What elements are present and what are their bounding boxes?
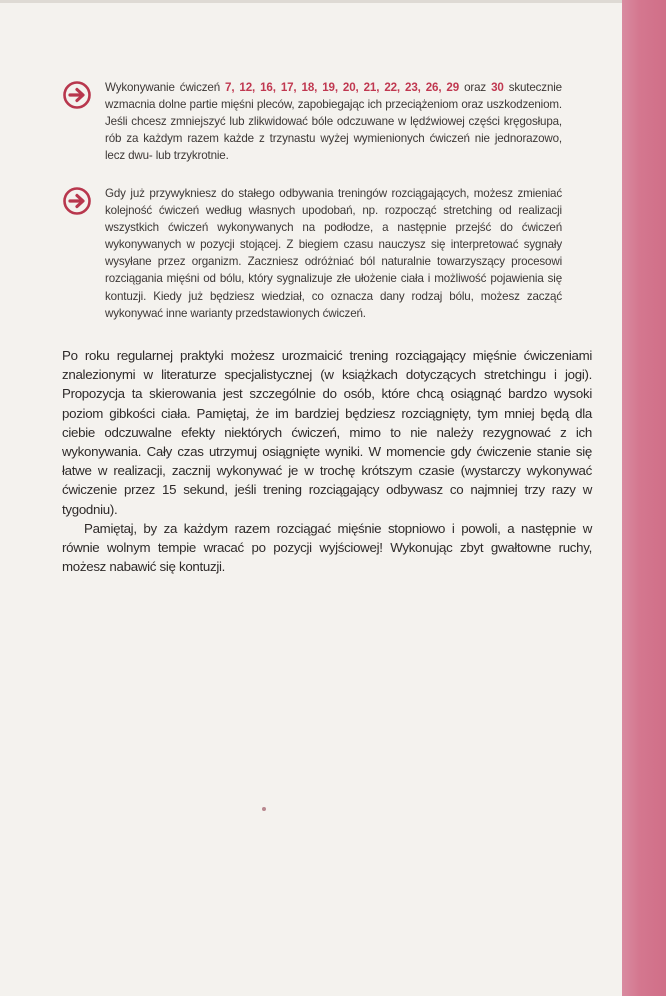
paragraph: Po roku regularnej praktyki możesz urozmaicić trening rozciągający mięśnie ćwiczeniami znalezionymi w literaturze specjalistycznej (w książkach dotyczących stretchingu i jogi). Propozycja ta skierowania jest szczególnie do osób, które chcą osiągnąć bardzo wysoki poziom gibkości ciała. Pamiętaj, że im bardziej będziesz rozciągnięty, tym mniej będą dla ciebie odczuwalne efekty niektórych ćwiczeń, mimo to nie należy rezygnować z ich wykonywania. Cały czas utrzymuj osiągnięte wyniki. W momencie gdy ćwiczenie stanie się łatwe w realizacji, zacznij wykonywać je w trochę krótszym czasie (wystarczy wykonywać ćwiczenie przez 15 sekund, jeśli trening rozciągający odbywasz co najmniej trzy razy w tygodniu). — [62, 348, 592, 517]
exercise-numbers: 7, 12, 16, 17, 18, 19, 20, 21, 22, 23, 26, 29 — [225, 81, 460, 94]
side-color-stripe — [622, 0, 666, 996]
tip-text-segment: Wykonywanie ćwiczeń — [105, 81, 226, 94]
tip-text — [105, 79, 562, 164]
tip-block — [62, 185, 562, 322]
tip-text-segment: Gdy już przywykniesz do stałego odbywania treningów rozciągających, możesz zmieniać kolejność ćwiczeń według własnych upodobań, np. rozpocząć stretching od realizacji wszystkich ćwiczeń wykonywanych na podłodze, a następnie przejść do ćwiczeń wykonywanych w pozycji stojącej. Z biegiem czasu nauczysz się interpretować sygnały wysyłane przez organizm. Zaczniesz odróżniać ból naturalnie towarzyszący procesowi rozciągania mięśni od bólu, który sygnalizuje złe ułożenie ciała i możliwość pojawienia się kontuzji. Kiedy już będziesz wiedział, co oznacza dany rodzaj bólu, możesz zacząć wykonywać inne warianty przedstawionych ćwiczeń. — [105, 187, 562, 320]
top-edge — [0, 0, 622, 3]
body-text — [62, 346, 592, 576]
arrow-right-circle-icon — [62, 80, 92, 110]
paragraph: Pamiętaj, by za każdym razem rozciągać mięśnie stopniowo i powoli, a następnie w równie wolnym tempie wracać po pozycji wyjściowej! Wykonując zbyt gwałtowne ruchy, możesz nabawić się kontuzji. — [62, 520, 592, 575]
exercise-number: 30 — [491, 81, 504, 94]
tip-text-segment: skutecznie wzmacnia dolne partie mięśni pleców, zapobiegając ich przeciążeniom oraz uszkodzeniom. Jeśli chcesz zmniejszyć lub zlikwidować bóle odczuwane w lędźwiowej części kręgosłupa, rób za każdym razem każde z trzynastu wyżej wymienionych ćwiczeń nie jednorazowo, lecz dwu- lub trzykrotnie. — [105, 81, 562, 163]
tip-text-segment: oraz — [459, 81, 492, 94]
tip-block — [62, 79, 562, 164]
paper-speck — [262, 807, 266, 811]
tip-text — [105, 185, 562, 322]
arrow-right-circle-icon — [62, 186, 92, 216]
